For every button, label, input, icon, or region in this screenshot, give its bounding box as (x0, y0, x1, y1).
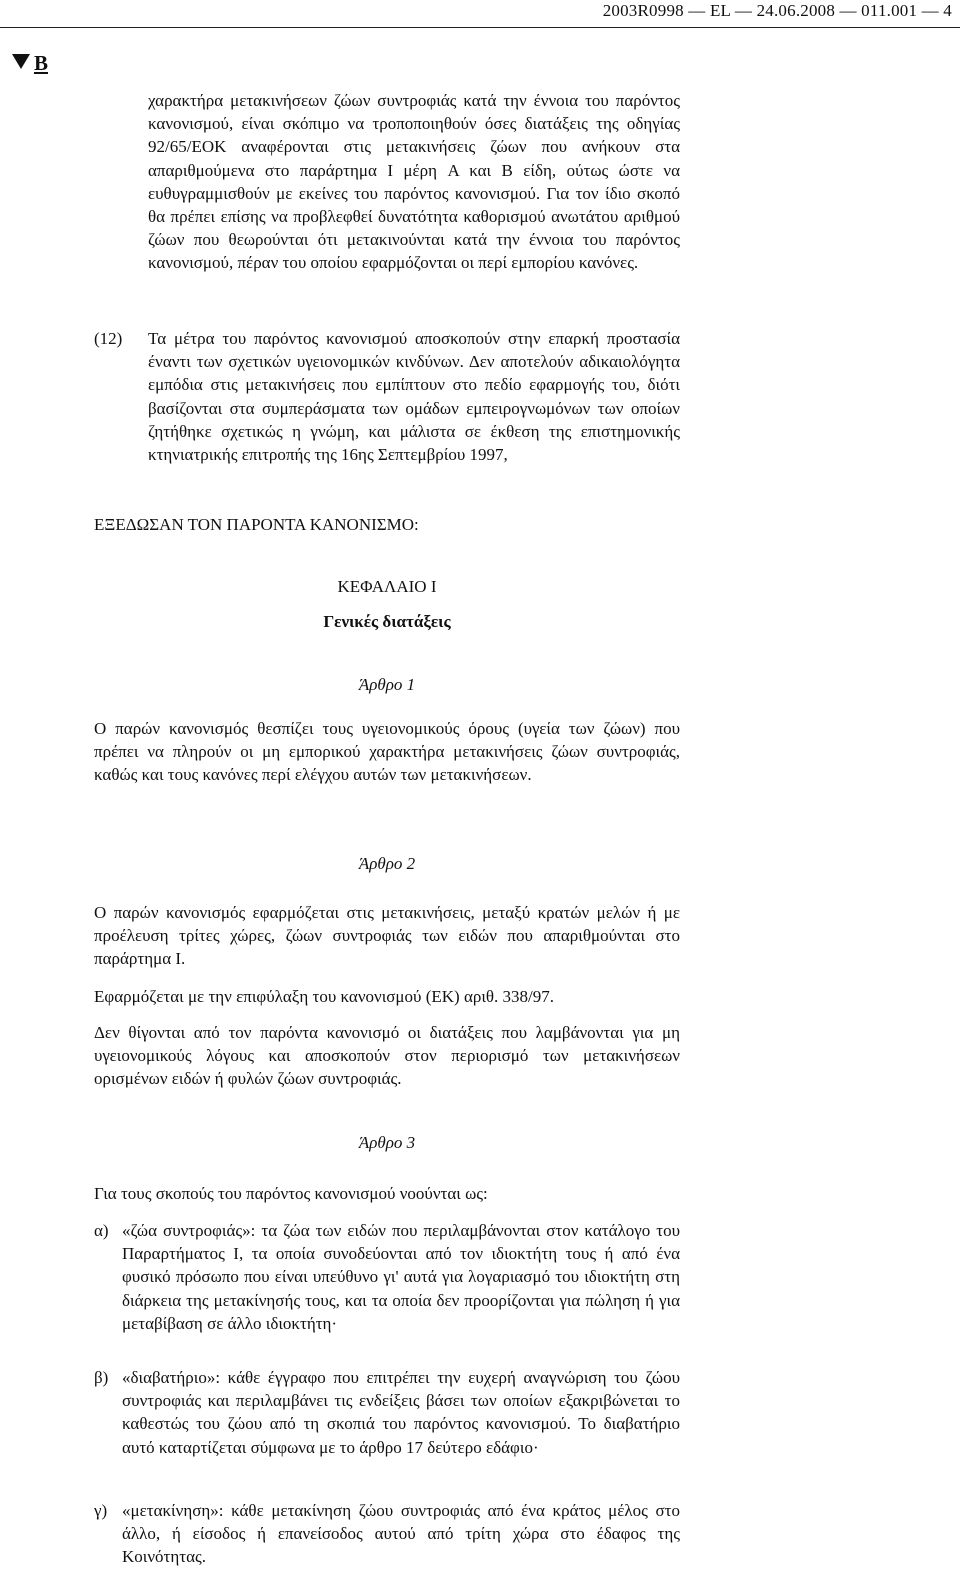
article-1-paragraph: Ο παρών κανονισμός θεσπίζει τους υγειονομικούς όρους (υγεία των ζώων) που πρέπει να πληρούν οι μη εμπορικού χαρακτήρα μετακινήσεις ζώων συντροφιάς, καθώς και τους κανόνες περί ελέγχου αυτών των μετακινήσεων. (94, 719, 680, 785)
header-rule (0, 27, 960, 28)
definition-text: «μετακίνηση»: κάθε μετακίνηση ζώου συντροφιάς από ένα κράτος μέλος στο άλλο, ή είσοδος ή επανείσοδος αυτού από τρίτη χώρα στο έδαφος της Κοινότητας. (122, 1501, 680, 1567)
chapter-title: ΚΕΦΑΛΑΙΟ Ι (337, 577, 437, 596)
recital-continuation: χαρακτήρα μετακινήσεων ζώων συντροφιάς κατά την έννοια του παρόντος κανονισμού, είναι σκόπιμο να τροποποιηθούν όσες διατάξεις της οδηγίας 92/65/ΕΟΚ αναφέρονται στις μετακινήσεις ζώων που ανήκουν στα απαριθμούμενα στο παράρτημα Ι μέρη A και B είδη, ούτως ώστε να ευθυγραμμισθούν με εκείνες του παρόντος κανονισμού. Για τον ίδιο σκοπό θα πρέπει επίσης να προβλεφθεί δυνατότητα καθορισμού ανωτάτου αριθμού ζώων που θεωρούνται ότι μετακινούνται κατά την έννοια του παρόντος κανονισμού, πέραν του οποίου εφαρμόζονται οι περί εμπορίου κανόνες. (148, 91, 680, 273)
article-2-title: Άρθρο 2 (358, 854, 416, 873)
recital-number: (12) (94, 329, 123, 348)
article-2-paragraph-2: Εφαρμόζεται με την επιφύλαξη του κανονισμού (ΕΚ) αριθ. 338/97. (94, 987, 555, 1006)
definition-letter: α) (94, 1221, 109, 1240)
definition-text: «διαβατήριο»: κάθε έγγραφο που επιτρέπει την ευχερή αναγνώριση του ζώου συντροφιάς και περιλαμβάνει τις ενδείξεις βάσει των οποίων εξακριβώνεται το καθεστώς του ζώου από τη σκοπιά του παρόντος κανονισμού. Το διαβατήριο αυτό καταρτίζεται σύμφωνα με το άρθρο 17 δεύτερο εδάφιο· (122, 1368, 680, 1457)
amendment-marker (12, 52, 48, 74)
article-3-intro: Για τους σκοπούς του παρόντος κανονισμού νοούνται ως: (94, 1184, 488, 1203)
article-3-title: Άρθρο 3 (358, 1133, 416, 1152)
article-1-title: Άρθρο 1 (358, 675, 416, 694)
recital-text: Τα μέτρα του παρόντος κανονισμού αποσκοπούν στην επαρκή προστασία έναντι των σχετικών υγειονομικών κινδύνων. Δεν αποτελούν αδικαιολόγητα εμπόδια στις μετακινήσεις που εμπίπτουν στο πεδίο εφαρμογής του, διότι βασίζονται στα συμπεράσματα των ομάδων εμπειρογνωμόνων των οποίων ζητήθηκε σχετικώς η γνώμη, και μάλιστα σε έκθεση της επιστημονικής κτηνιατρικής επιτροπής της 16ης Σεπτεμβρίου 1997, (148, 329, 680, 465)
definition-letter: β) (94, 1368, 109, 1387)
running-header: 2003R0998 — EL — 24.06.2008 — 011.001 — 4 (602, 1, 952, 20)
definition-text: «ζώα συντροφιάς»: τα ζώα των ειδών που περιλαμβάνονται στον κατάλογο του Παραρτήματος Ι, τα οποία συνοδεύονται από τον ιδιοκτήτη τους ή από ένα φυσικό πρόσωπο που είναι υπεύθυνο γι' αυτά για λογαριασμό του ιδιοκτήτη στη διάρκεια της μετακίνησής τους, και τα οποία δεν προορίζονται για πώληση ή για μεταβίβαση σε άλλο ιδιοκτήτη· (122, 1221, 680, 1333)
enacting-formula: ΕΞΕΔΩΣΑΝ ΤΟΝ ΠΑΡΟΝΤΑ ΚΑΝΟΝΙΣΜΟ: (94, 515, 419, 534)
amendment-letter: B (34, 51, 49, 75)
article-2-paragraph-1: Ο παρών κανονισμός εφαρμόζεται στις μετακινήσεις, μεταξύ κρατών μελών ή με προέλευση τρίτες χώρες, ζώων συντροφιάς των ειδών που απαριθμούνται στο παράρτημα Ι. (94, 903, 680, 969)
chapter-subtitle: Γενικές διατάξεις (323, 612, 451, 631)
article-2-paragraph-3: Δεν θίγονται από τον παρόντα κανονισμό οι διατάξεις που λαμβάνονται για μη υγειονομικούς λόγους και αποσκοπούν στον περιορισμό των μετακινήσεων ορισμένων ειδών ή φυλών ζώων συντροφιάς. (94, 1023, 680, 1089)
definition-letter: γ) (94, 1501, 108, 1520)
triangle-down-icon (12, 54, 30, 69)
